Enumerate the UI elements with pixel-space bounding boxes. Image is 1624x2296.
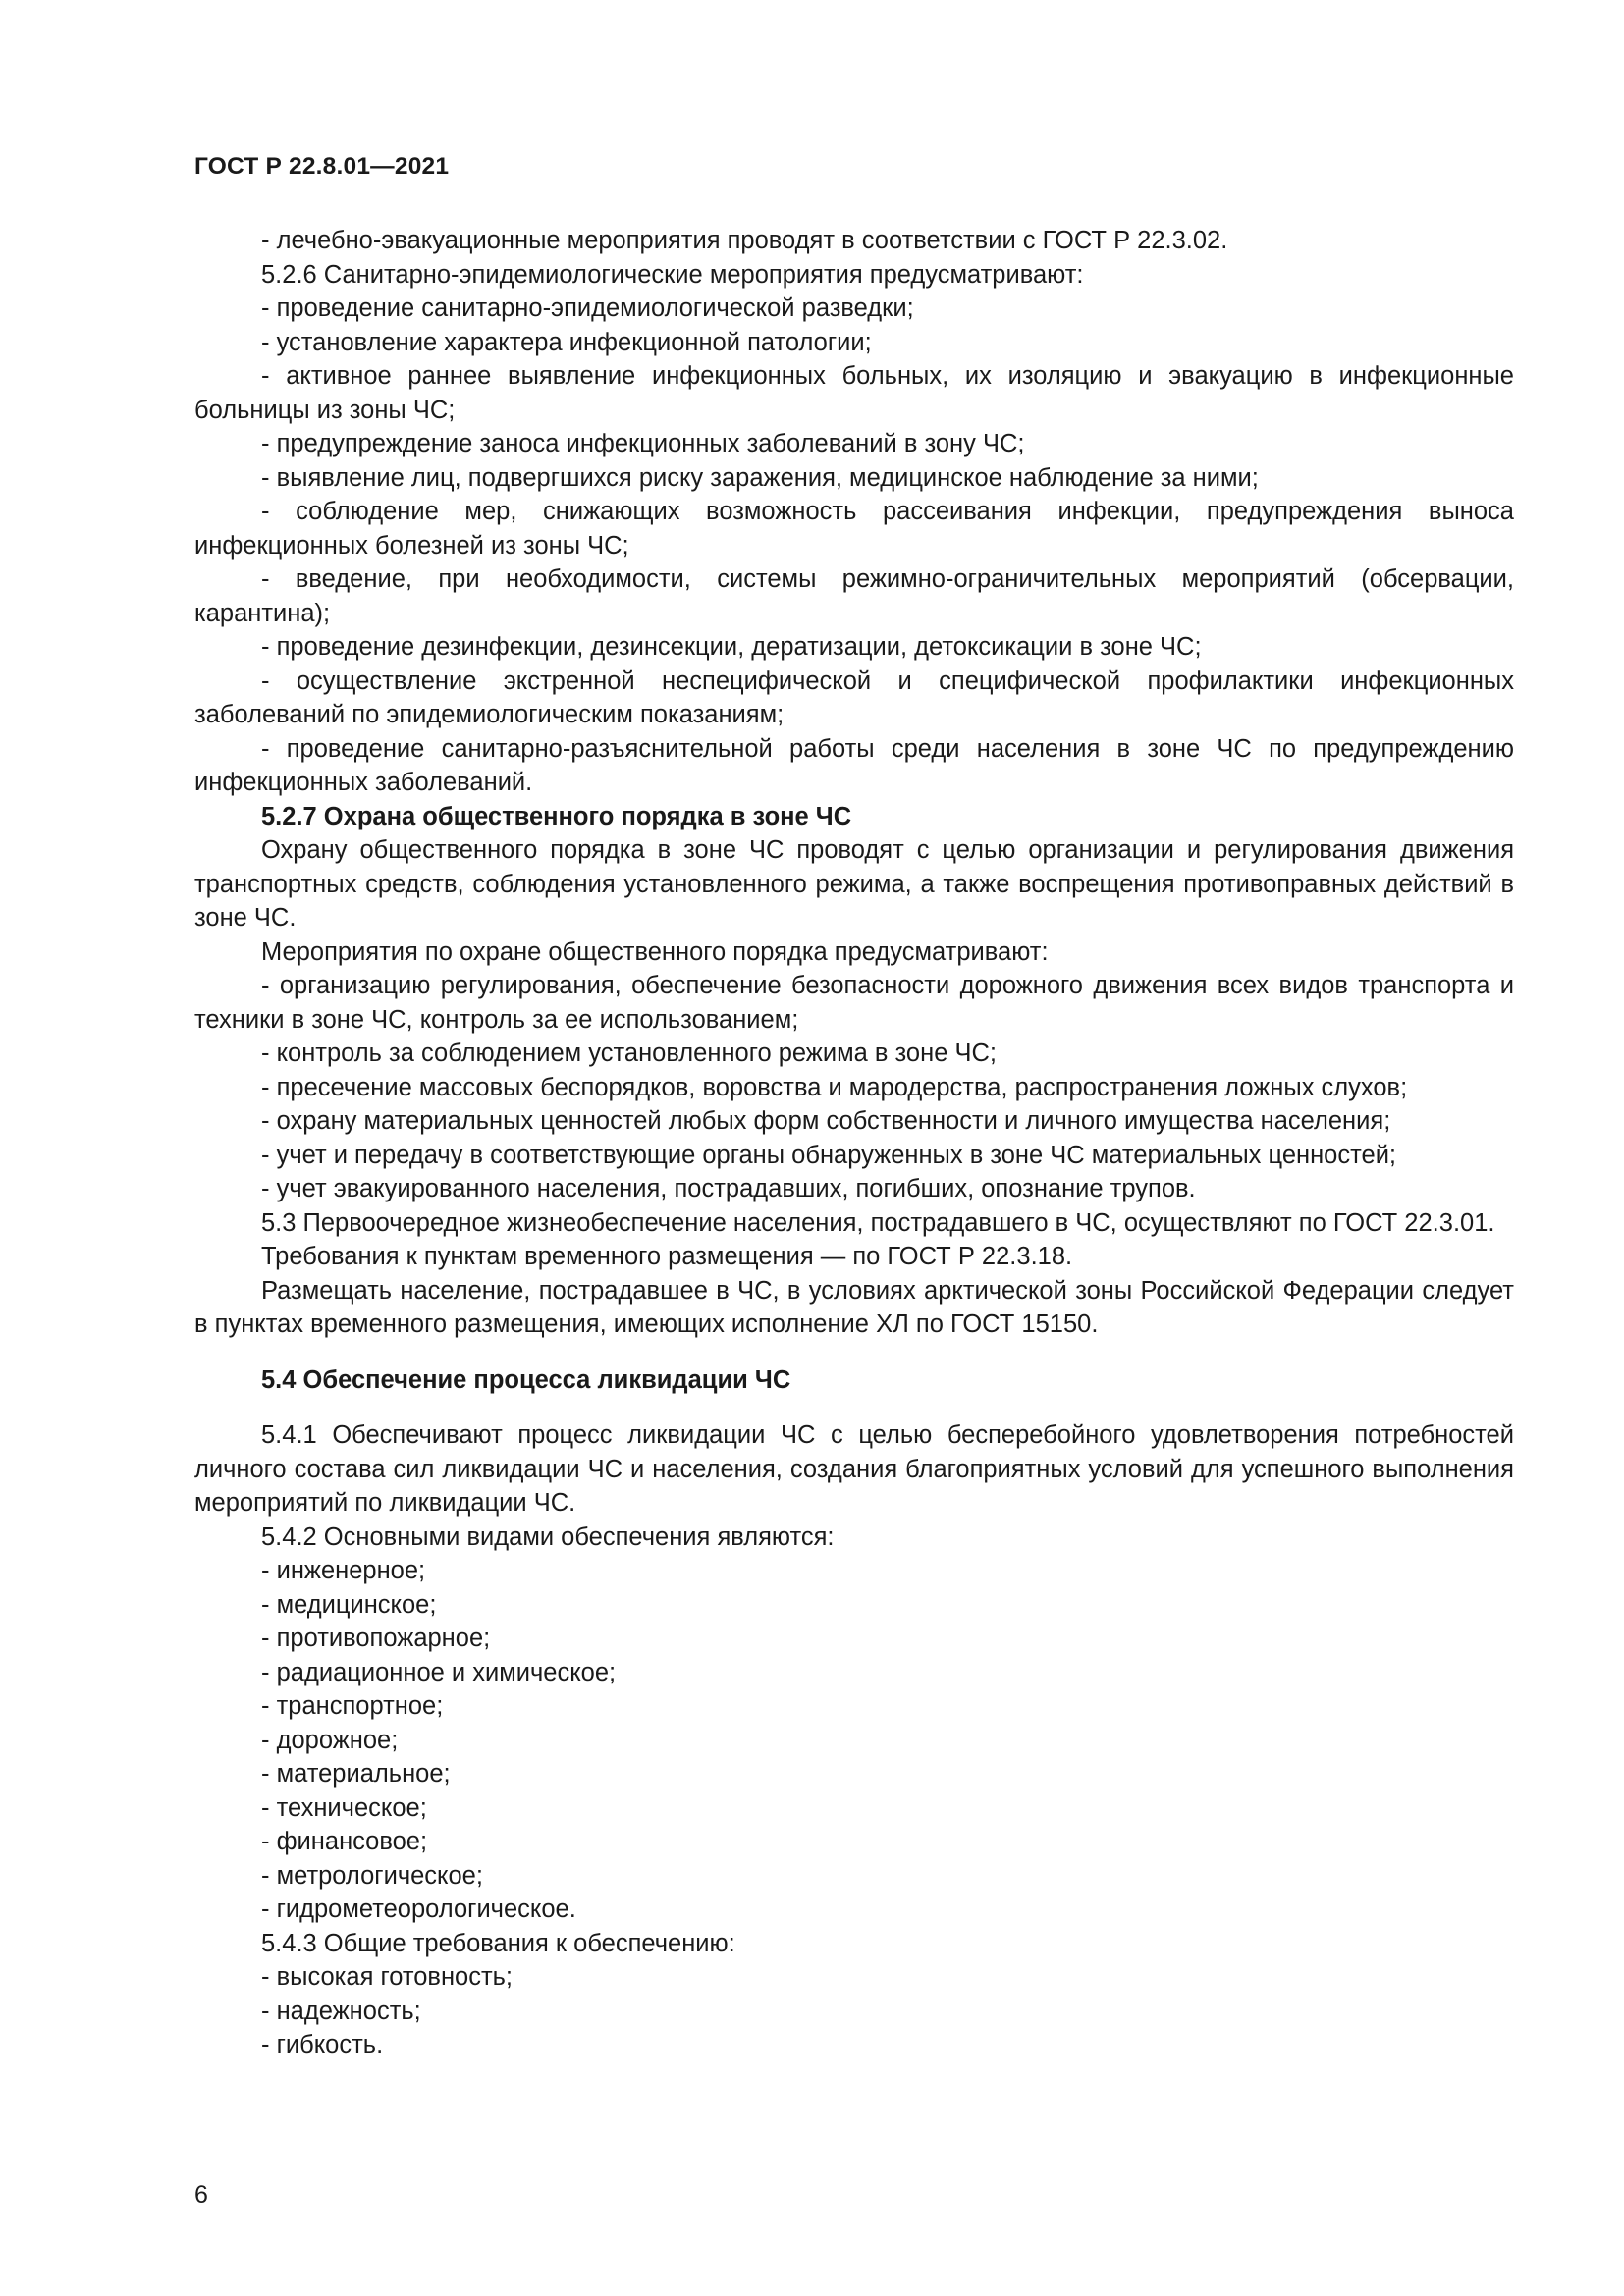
list-item: - активное раннее выявление инфекционных больных, их изоляцию и эвакуацию в инфекционные больницы из зоны ЧС;: [194, 362, 1514, 424]
list-item: - медицинское;: [261, 1590, 437, 1619]
list-item: - выявление лиц, подвергшихся риску заражения, медицинское наблюдение за ними;: [261, 463, 1259, 492]
list-item: - надежность;: [261, 1997, 421, 2025]
list-item: - высокая готовность;: [261, 1963, 514, 1991]
section-5-2-6: 5.2.6 Санитарно-эпидемиологические мероприятия предусматривают:: [261, 260, 1084, 289]
list-item: - введение, при необходимости, системы режимно-ограничительных мероприятий (обсервации, карантина);: [194, 565, 1514, 627]
list-item: - гибкость.: [261, 2031, 384, 2058]
list-item: - метрологическое;: [261, 1861, 483, 1890]
paragraph: Требования к пунктам временного размещения — по ГОСТ Р 22.3.18.: [261, 1243, 1073, 1270]
list-item: - инженерное;: [261, 1557, 426, 1584]
document-body: [194, 224, 1514, 2062]
section-5-4-1: 5.4.1 Обеспечивают процесс ликвидации ЧС с целью бесперебойного удовлетворения потребностей личного состава сил ликвидации ЧС и населения, создания благоприятных условий для успешного выполнения мероприятий по ликвидации ЧС.: [194, 1421, 1514, 1517]
list-item: - охрану материальных ценностей любых форм собственности и личного имущества населения;: [261, 1107, 1391, 1135]
list-item: - радиационное и химическое;: [261, 1658, 617, 1686]
list-item: - проведение санитарно-эпидемиологической разведки;: [261, 294, 914, 322]
list-item: - учет и передачу в соответствующие органы обнаруженных в зоне ЧС материальных ценностей;: [261, 1141, 1397, 1169]
paragraph: - лечебно-эвакуационные мероприятия проводят в соответствии с ГОСТ Р 22.3.02.: [261, 227, 1228, 254]
list-item: - транспортное;: [261, 1692, 444, 1720]
list-item: - противопожарное;: [261, 1625, 491, 1652]
list-item: - дорожное;: [261, 1726, 399, 1754]
document-code-header: ГОСТ Р 22.8.01—2021: [194, 153, 450, 180]
list-item: - проведение дезинфекции, дезинсекции, дератизации, детоксикации в зоне ЧС;: [261, 633, 1202, 661]
list-item: - техническое;: [261, 1793, 427, 1822]
section-heading-5-4: 5.4 Обеспечение процесса ликвидации ЧС: [261, 1365, 791, 1394]
list-item: - осуществление экстренной неспецифической и специфической профилактики инфекционных заболеваний по эпидемиологическим показаниям;: [194, 667, 1514, 728]
list-item: - предупреждение заноса инфекционных заболеваний в зону ЧС;: [261, 430, 1025, 457]
list-item: - установление характера инфекционной патологии;: [261, 328, 872, 356]
paragraph: Мероприятия по охране общественного порядка предусматривают:: [261, 937, 1049, 966]
list-item: - проведение санитарно-разъяснительной работы среди населения в зоне ЧС по предупреждению инфекционных заболеваний.: [194, 734, 1514, 796]
paragraph: Охрану общественного порядка в зоне ЧС проводят с целью организации и регулирования движения транспортных средств, соблюдения установленного режима, а также воспрещения противоправных действий в зоне ЧС.: [194, 836, 1514, 932]
list-item: - финансовое;: [261, 1828, 428, 1855]
list-item: - гидрометеорологическое.: [261, 1896, 576, 1923]
list-item: - соблюдение мер, снижающих возможность рассеивания инфекции, предупреждения выноса инфекционных болезней из зоны ЧС;: [194, 498, 1514, 560]
section-5-3: 5.3 Первоочередное жизнеобеспечение населения, пострадавшего в ЧС, осуществляют по ГОСТ 22.3.01.: [261, 1208, 1495, 1237]
paragraph: Размещать население, пострадавшее в ЧС, в условиях арктической зоны Российской Федерации следует в пунктах временного размещения, имеющих исполнение ХЛ по ГОСТ 15150.: [194, 1276, 1514, 1338]
list-item: - пресечение массовых беспорядков, воровства и мародерства, распространения ложных слухов;: [261, 1073, 1408, 1101]
list-item: - материальное;: [261, 1760, 451, 1788]
section-heading-5-2-7: 5.2.7 Охрана общественного порядка в зоне ЧС: [261, 802, 852, 830]
section-5-4-3: 5.4.3 Общие требования к обеспечению:: [261, 1929, 735, 1957]
list-item: - организацию регулирования, обеспечение безопасности дорожного движения всех видов транспорта и техники в зоне ЧС, контроль за ее использованием;: [194, 972, 1514, 1034]
section-5-4-2: 5.4.2 Основными видами обеспечения являются:: [261, 1522, 835, 1551]
page-number: 6: [194, 2181, 208, 2209]
list-item: - учет эвакуированного населения, пострадавших, погибших, опознание трупов.: [261, 1175, 1196, 1202]
list-item: - контроль за соблюдением установленного режима в зоне ЧС;: [261, 1040, 997, 1067]
